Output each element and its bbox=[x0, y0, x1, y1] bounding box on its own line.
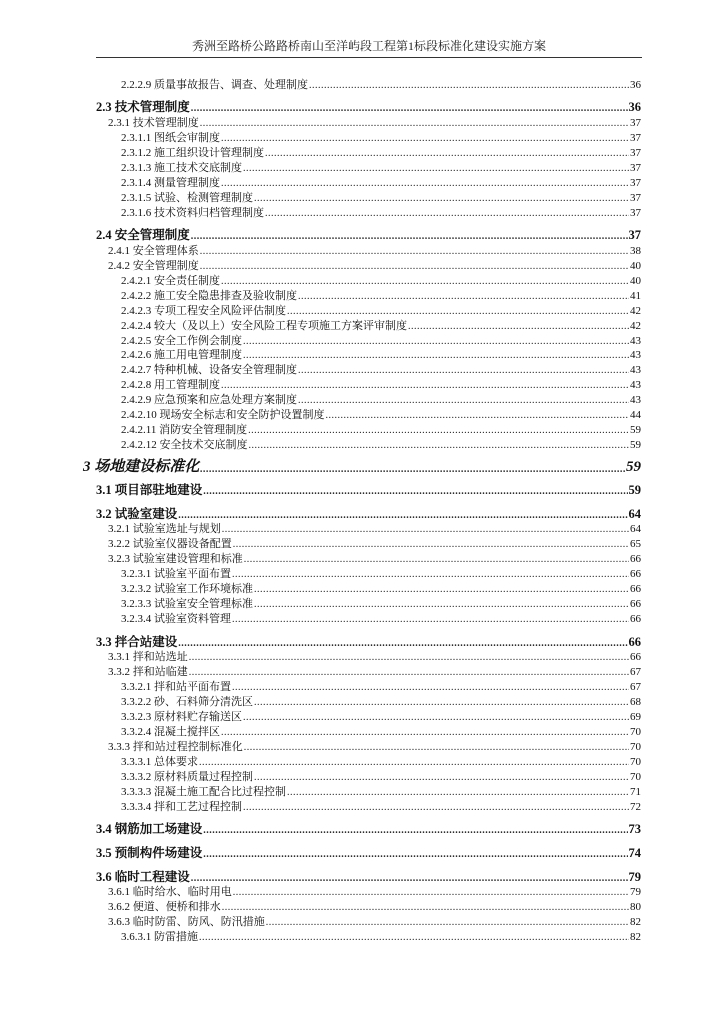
toc-entry-page-number: 37 bbox=[630, 177, 641, 189]
toc-entry[interactable] bbox=[121, 757, 641, 768]
toc-leader-dots bbox=[309, 81, 629, 91]
toc-leader-dots bbox=[178, 639, 627, 649]
toc-entry[interactable] bbox=[108, 652, 641, 663]
toc-entry[interactable] bbox=[121, 80, 641, 91]
toc-entry-page-number: 70 bbox=[630, 741, 641, 753]
toc-leader-dots bbox=[191, 874, 628, 884]
toc-leader-dots bbox=[200, 465, 625, 475]
toc-entry-page-number: 67 bbox=[630, 666, 641, 678]
toc-entry-title: 2.4.2.8 用工管理制度 bbox=[121, 379, 220, 391]
toc-leader-dots bbox=[222, 525, 629, 535]
toc-entry-title: 2.3.1.4 测量管理制度 bbox=[121, 177, 220, 189]
toc-entry-page-number: 59 bbox=[630, 439, 641, 451]
toc-entry-page-number: 64 bbox=[628, 507, 641, 521]
toc-entry-page-number: 44 bbox=[630, 409, 641, 421]
toc-entry-page-number: 37 bbox=[630, 117, 641, 129]
toc-entry[interactable] bbox=[121, 133, 641, 144]
toc-entry-title: 2.3 技术管理制度 bbox=[96, 100, 190, 114]
toc-leader-dots bbox=[203, 826, 627, 836]
toc-entry[interactable] bbox=[121, 569, 641, 580]
toc-entry-page-number: 38 bbox=[630, 245, 641, 257]
toc-entry-page-number: 66 bbox=[630, 613, 641, 625]
toc-leader-dots bbox=[254, 194, 629, 204]
toc-entry[interactable] bbox=[121, 599, 641, 610]
toc-entry-page-number: 59 bbox=[628, 483, 641, 497]
toc-entry-page-number: 72 bbox=[630, 801, 641, 813]
toc-entry-title: 3.2.1 试验室选址与规划 bbox=[108, 523, 221, 535]
toc-entry-page-number: 37 bbox=[630, 207, 641, 219]
toc-entry-title: 3.6 临时工程建设 bbox=[96, 870, 190, 884]
toc-entry-page-number: 37 bbox=[628, 228, 641, 242]
toc-entry-page-number: 74 bbox=[628, 846, 641, 860]
toc-entry-title: 2.3.1.3 施工技术交底制度 bbox=[121, 162, 242, 174]
toc-entry-page-number: 37 bbox=[630, 132, 641, 144]
toc-entry-page-number: 70 bbox=[630, 726, 641, 738]
toc-entry-page-number: 70 bbox=[630, 756, 641, 768]
toc-entry[interactable] bbox=[121, 712, 641, 723]
toc-leader-dots bbox=[191, 232, 628, 242]
toc-entry[interactable] bbox=[121, 614, 641, 625]
toc-entry[interactable] bbox=[121, 306, 641, 317]
toc-leader-dots bbox=[298, 366, 629, 376]
toc-entry-title: 3.6.3 临时防雷、防风、防汛措施 bbox=[108, 916, 265, 928]
toc-entry-page-number: 43 bbox=[630, 335, 641, 347]
toc-entry[interactable] bbox=[96, 871, 641, 884]
toc-entry-title: 3.3.3.4 拌和工艺过程控制 bbox=[121, 801, 242, 813]
toc-entry-page-number: 66 bbox=[630, 598, 641, 610]
toc-entry[interactable] bbox=[121, 802, 641, 813]
toc-entry-page-number: 40 bbox=[630, 260, 641, 272]
toc-entry[interactable] bbox=[121, 425, 641, 436]
toc-leader-dots bbox=[189, 668, 629, 678]
toc-leader-dots bbox=[243, 337, 629, 347]
toc-entry-page-number: 82 bbox=[630, 931, 641, 943]
toc-entry-title: 3.6.3.1 防雷措施 bbox=[121, 931, 198, 943]
toc-entry[interactable] bbox=[108, 246, 641, 257]
toc-entry[interactable] bbox=[108, 118, 641, 129]
toc-leader-dots bbox=[326, 411, 630, 421]
toc-leader-dots bbox=[248, 426, 629, 436]
toc-leader-dots bbox=[243, 164, 629, 174]
toc-entry-title: 2.4.2.12 安全技术交底制度 bbox=[121, 439, 248, 451]
toc-entry[interactable] bbox=[121, 787, 641, 798]
toc-entry-title: 2.2.2.9 质量事故报告、调查、处理制度 bbox=[121, 79, 308, 91]
toc-leader-dots bbox=[221, 134, 629, 144]
toc-entry-title: 3.4 钢筋加工场建设 bbox=[96, 822, 203, 836]
toc-entry-title: 3.6.1 临时给水、临时用电 bbox=[108, 886, 232, 898]
toc-leader-dots bbox=[298, 396, 629, 406]
toc-leader-dots bbox=[232, 570, 629, 580]
toc-entry-page-number: 80 bbox=[630, 901, 641, 913]
toc-entry-page-number: 66 bbox=[630, 568, 641, 580]
toc-entry-title: 3.3.3 拌和站过程控制标准化 bbox=[108, 741, 243, 753]
toc-entry-title: 2.3.1.5 试验、检测管理制度 bbox=[121, 192, 253, 204]
toc-leader-dots bbox=[232, 615, 629, 625]
toc-leader-dots bbox=[191, 104, 628, 114]
toc-leader-dots bbox=[408, 322, 629, 332]
toc-entry-title: 3.2.2 试验室仪器设备配置 bbox=[108, 538, 232, 550]
toc-entry[interactable] bbox=[121, 584, 641, 595]
toc-leader-dots bbox=[233, 540, 629, 550]
toc-entry-page-number: 68 bbox=[630, 696, 641, 708]
toc-entry-title: 2.4.1 安全管理体系 bbox=[108, 245, 199, 257]
toc-leader-dots bbox=[221, 381, 629, 391]
toc-entry-title: 3.3.3.2 原材料质量过程控制 bbox=[121, 771, 253, 783]
toc-entry[interactable] bbox=[108, 524, 641, 535]
toc-entry-page-number: 65 bbox=[630, 538, 641, 550]
toc-entry[interactable] bbox=[121, 148, 641, 159]
toc-entry[interactable] bbox=[121, 440, 641, 451]
toc-entry-page-number: 66 bbox=[630, 583, 641, 595]
toc-leader-dots bbox=[189, 653, 629, 663]
toc-entry-title: 3.6.2 便道、便桥和排水 bbox=[108, 901, 221, 913]
toc-entry[interactable] bbox=[121, 336, 641, 347]
toc-leader-dots bbox=[254, 698, 629, 708]
toc-leader-dots bbox=[178, 511, 627, 521]
toc-entry-page-number: 42 bbox=[630, 305, 641, 317]
toc-entry-title: 3.3.1 拌和站选址 bbox=[108, 651, 188, 663]
toc-entry-title: 2.3.1.1 图纸会审制度 bbox=[121, 132, 220, 144]
toc-entry-page-number: 36 bbox=[628, 100, 641, 114]
toc-leader-dots bbox=[265, 209, 629, 219]
toc-entry-page-number: 66 bbox=[628, 635, 641, 649]
toc-entry-page-number: 43 bbox=[630, 364, 641, 376]
toc-entry-title: 3.1 项目部驻地建设 bbox=[96, 483, 203, 497]
toc-entry-page-number: 59 bbox=[630, 424, 641, 436]
toc-entry-page-number: 36 bbox=[630, 79, 641, 91]
toc-entry-page-number: 40 bbox=[630, 275, 641, 287]
toc-entry-title: 3.2.3.3 试验室安全管理标准 bbox=[121, 598, 253, 610]
toc-entry-page-number: 37 bbox=[630, 192, 641, 204]
toc-entry-page-number: 64 bbox=[630, 523, 641, 535]
toc-entry-title: 3.3.3.3 混凝土施工配合比过程控制 bbox=[121, 786, 286, 798]
toc-leader-dots bbox=[221, 728, 629, 738]
toc-entry-title: 3.3 拌合站建设 bbox=[96, 635, 178, 649]
toc-leader-dots bbox=[199, 933, 629, 943]
toc-leader-dots bbox=[233, 888, 629, 898]
toc-entry-title: 2.3.1 技术管理制度 bbox=[108, 117, 199, 129]
toc-entry-title: 2.4.2.9 应急预案和应急处理方案制度 bbox=[121, 394, 297, 406]
toc-entry-title: 2.3.1.2 施工组织设计管理制度 bbox=[121, 147, 264, 159]
toc-leader-dots bbox=[287, 788, 629, 798]
toc-entry-title: 3.3.3.1 总体要求 bbox=[121, 756, 198, 768]
toc-entry[interactable] bbox=[83, 460, 641, 475]
toc-entry[interactable] bbox=[108, 261, 641, 272]
toc-entry-page-number: 70 bbox=[630, 771, 641, 783]
toc-entry-title: 3.3.2.2 砂、石料筛分清洗区 bbox=[121, 696, 253, 708]
toc-entry-title: 2.4.2.5 安全工作例会制度 bbox=[121, 335, 242, 347]
toc-leader-dots bbox=[203, 487, 627, 497]
toc-entry[interactable] bbox=[121, 697, 641, 708]
toc-entry-page-number: 69 bbox=[630, 711, 641, 723]
toc-entry-title: 3.2 试验室建设 bbox=[96, 507, 178, 521]
toc-entry-title: 3.2.3.1 试验室平面布置 bbox=[121, 568, 231, 580]
page-header: 秀洲至路桥公路路桥南山至洋屿段工程第1标段标准化建设实施方案 bbox=[191, 39, 546, 53]
toc-entry[interactable] bbox=[96, 229, 641, 242]
toc-entry-title: 3.3.2.4 混凝土搅拌区 bbox=[121, 726, 220, 738]
toc-entry-title: 2.4.2.7 特种机械、设备安全管理制度 bbox=[121, 364, 297, 376]
toc-entry-title: 3 场地建设标准化 bbox=[83, 459, 200, 475]
toc-entry-title: 2.4.2.11 消防安全管理制度 bbox=[121, 424, 248, 436]
toc-leader-dots bbox=[244, 743, 629, 753]
toc-entry[interactable] bbox=[96, 484, 641, 497]
toc-leader-dots bbox=[298, 292, 629, 302]
toc-entry[interactable] bbox=[108, 554, 641, 565]
toc-entry-page-number: 66 bbox=[630, 553, 641, 565]
toc-leader-dots bbox=[221, 277, 629, 287]
toc-leader-dots bbox=[249, 441, 630, 451]
toc-entry-page-number: 42 bbox=[630, 320, 641, 332]
toc-leader-dots bbox=[244, 555, 629, 565]
toc-entry-title: 2.4.2.4 较大（及以上）安全风险工程专项施工方案评审制度 bbox=[121, 320, 407, 332]
toc-entry-page-number: 82 bbox=[630, 916, 641, 928]
toc-entry[interactable] bbox=[121, 410, 641, 421]
toc-entry-title: 2.4.2.6 施工用电管理制度 bbox=[121, 349, 242, 361]
toc-leader-dots bbox=[265, 149, 629, 159]
toc-leader-dots bbox=[243, 803, 629, 813]
toc-entry[interactable] bbox=[121, 163, 641, 174]
toc-entry[interactable] bbox=[121, 193, 641, 204]
toc-leader-dots bbox=[243, 713, 629, 723]
toc-entry[interactable] bbox=[96, 823, 641, 836]
toc-leader-dots bbox=[243, 351, 629, 361]
toc-entry[interactable] bbox=[121, 291, 641, 302]
toc-entry[interactable] bbox=[108, 667, 641, 678]
toc-entry-page-number: 37 bbox=[630, 162, 641, 174]
toc-leader-dots bbox=[232, 683, 629, 693]
toc-entry-page-number: 73 bbox=[628, 822, 641, 836]
toc-entry[interactable] bbox=[108, 917, 641, 928]
toc-entry-page-number: 71 bbox=[630, 786, 641, 798]
toc-entry[interactable] bbox=[121, 772, 641, 783]
toc-leader-dots bbox=[200, 247, 629, 257]
toc-entry[interactable] bbox=[121, 208, 641, 219]
toc-entry-title: 3.2.3.2 试验室工作环境标准 bbox=[121, 583, 253, 595]
toc-entry[interactable] bbox=[121, 682, 641, 693]
toc-entry[interactable] bbox=[121, 932, 641, 943]
toc-entry[interactable] bbox=[96, 847, 641, 860]
toc-entry-page-number: 37 bbox=[630, 147, 641, 159]
toc-entry-page-number: 43 bbox=[630, 379, 641, 391]
toc-leader-dots bbox=[221, 179, 629, 189]
toc-entry[interactable] bbox=[108, 887, 641, 898]
toc-entry-title: 3.5 预制构件场建设 bbox=[96, 846, 203, 860]
toc-leader-dots bbox=[200, 119, 629, 129]
toc-entry-title: 3.3.2.1 拌和站平面布置 bbox=[121, 681, 231, 693]
toc-leader-dots bbox=[287, 307, 629, 317]
toc-entry[interactable] bbox=[121, 276, 641, 287]
toc-entry-page-number: 59 bbox=[626, 459, 641, 475]
toc-entry-title: 2.3.1.6 技术资料归档管理制度 bbox=[121, 207, 264, 219]
toc-entry-title: 3.3.2.3 原材料贮存输送区 bbox=[121, 711, 242, 723]
toc-leader-dots bbox=[200, 262, 629, 272]
toc-entry[interactable] bbox=[96, 636, 641, 649]
toc-entry[interactable] bbox=[108, 742, 641, 753]
toc-entry-page-number: 43 bbox=[630, 394, 641, 406]
toc-entry-page-number: 67 bbox=[630, 681, 641, 693]
toc-entry-title: 2.4.2.3 专项工程安全风险评估制度 bbox=[121, 305, 286, 317]
toc-entry-title: 2.4.2.2 施工安全隐患排查及验收制度 bbox=[121, 290, 297, 302]
toc-leader-dots bbox=[254, 773, 629, 783]
toc-leader-dots bbox=[203, 850, 627, 860]
toc-entry[interactable] bbox=[121, 365, 641, 376]
toc-entry-page-number: 66 bbox=[630, 651, 641, 663]
toc-entry-title: 3.3.2 拌和站临建 bbox=[108, 666, 188, 678]
toc-leader-dots bbox=[199, 758, 629, 768]
toc-leader-dots bbox=[254, 600, 629, 610]
toc-entry-title: 2.4.2.10 现场安全标志和安全防护设置制度 bbox=[121, 409, 325, 421]
toc-entry-page-number: 41 bbox=[630, 290, 641, 302]
toc-entry[interactable] bbox=[121, 395, 641, 406]
toc-entry-title: 2.4.2.1 安全责任制度 bbox=[121, 275, 220, 287]
toc-entry[interactable] bbox=[108, 902, 641, 913]
toc-entry-title: 2.4.2 安全管理制度 bbox=[108, 260, 199, 272]
toc-entry-title: 2.4 安全管理制度 bbox=[96, 228, 190, 242]
toc-leader-dots bbox=[222, 903, 629, 913]
toc-entry[interactable] bbox=[108, 539, 641, 550]
toc-entry-page-number: 43 bbox=[630, 349, 641, 361]
toc-entry[interactable] bbox=[121, 727, 641, 738]
toc-entry[interactable] bbox=[121, 350, 641, 361]
toc-entry[interactable] bbox=[96, 508, 641, 521]
toc-entry-title: 3.2.3 试验室建设管理和标准 bbox=[108, 553, 243, 565]
toc-entry[interactable] bbox=[96, 101, 641, 114]
toc-leader-dots bbox=[254, 585, 629, 595]
toc-entry[interactable] bbox=[121, 380, 641, 391]
toc-entry-title: 3.2.3.4 试验室资料管理 bbox=[121, 613, 231, 625]
toc-entry-page-number: 79 bbox=[630, 886, 641, 898]
toc-entry-page-number: 79 bbox=[628, 870, 641, 884]
toc-leader-dots bbox=[266, 918, 629, 928]
toc-entry[interactable] bbox=[121, 178, 641, 189]
toc-entry[interactable] bbox=[121, 321, 641, 332]
